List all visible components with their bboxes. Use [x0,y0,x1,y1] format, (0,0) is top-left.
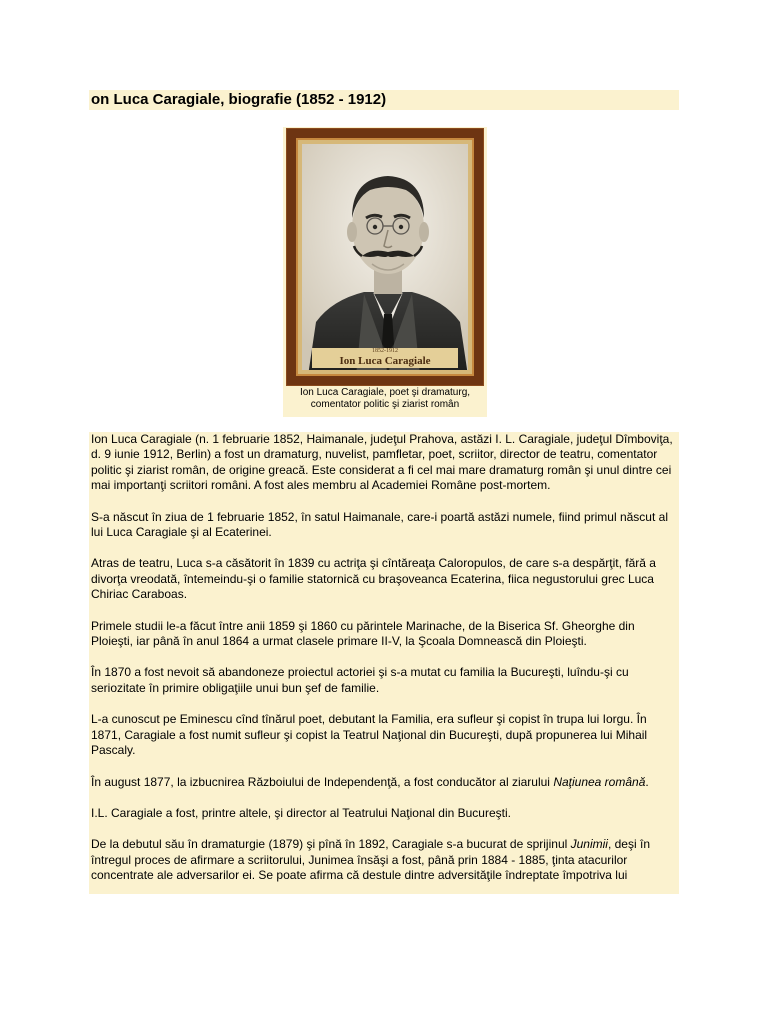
paragraph-parents: Atras de teatru, Luca s-a căsătorit în 1839 cu actriţa şi cîntăreaţa Caloropulos, de care s-a despărţit, fără a divorţa vreodată, întemeindu-şi o familie statornică cu braşoveanca Ecaterina, fiica negustorului grec Luca Chiriac Caraboas. [91,556,656,602]
paragraph-1877-end: . [645,774,649,789]
newspaper-title: Naţiunea română [553,774,646,789]
portrait-frame [287,129,483,385]
paragraph-1877 [91,775,677,790]
paragraph-born: S-a născut în ziua de 1 februarie 1852, în satul Haimanale, care-i poartă astăzi numele, fiind primul născut al lui Luca Caragiale şi al Ecaterinei. [91,509,668,540]
caption-line-1: Ion Luca Caragiale, poet şi dramaturg, [299,387,471,398]
biography-text [89,432,679,894]
paragraph-1877-text: În august 1877, la izbucnirea Războiului de Independenţă, a fost conducător al ziarului [91,774,554,789]
portrait-image [302,144,468,370]
portrait-caption [283,387,487,411]
portrait-nameplate [312,348,458,368]
nameplate-name: Ion Luca Caragiale [339,355,431,367]
paragraph-studies: Primele studii le-a făcut între anii 1859 şi 1860 cu părintele Marinache, de la Biserica Sf. Gheorghe din Ploieşti, iar până în anul 1864 a urmat clasele primare II-V, la Şcoala Domnească din Ploieşti. [91,618,635,649]
portrait-photo [302,144,468,370]
nameplate-years: 1852-1912 [372,348,398,354]
paragraph-junimea [91,837,677,883]
caption-line-2: comentator politic şi ziarist român [310,399,460,410]
paragraph-1870: În 1870 a fost nevoit să abandoneze proiectul actoriei şi s-a mutat cu familia la Bucureşti, luîndu-şi cu seriozitate în primire obligaţiile unui bun şef de familie. [91,665,629,695]
paragraph-eminescu: L-a cunoscut pe Eminescu cînd tînărul poet, debutant la Familia, era sufleur şi copist în trupa lui Iorgu. În 1871, Caragiale a fost numit sufleur şi copist la Teatrul Naţional din Bucureşti, după propunerea lui Mihail Pascaly. [91,712,648,758]
paragraph-junimea-end: , deşi în întregul proces de afirmare a scriitorului, Junimea însăşi a fost, până prin 1884 - 1885, ţinta atacurilor concentrate ale adversarilor ei. Se poate afirma că destule dintre adversităţile îndreptate împotriva lui [91,837,650,883]
portrait-figure [283,127,487,417]
paragraph-junimea-text: De la debutul său în dramaturgie (1879) şi pînă în 1892, Caragiale s-a bucurat de sprijinul [91,837,571,852]
paragraph-director: I.L. Caragiale a fost, printre altele, şi director al Teatrului Naţional din Bucureşti. [91,805,511,820]
paragraph-birth-summary: Ion Luca Caragiale (n. 1 februarie 1852, Haimanale, judeţul Prahova, astăzi I. L. Caragiale, judeţul Dîmboviţa, d. 9 iunie 1912, Berlin) a fost un dramaturg, nuvelist, pamfletar, poet, scriitor, director de teatru, comentator politic şi ziarist român, de origine greacă. Este considerat a fi cel mai mare dramaturg român şi unul dintre cei mai importanţi scriitori români. A fost ales membru al Academiei Române post-mortem. [91,432,673,493]
junimea-title: Junimii [570,837,608,852]
page-title: on Luca Caragiale, biografie (1852 - 1912) [89,90,679,110]
